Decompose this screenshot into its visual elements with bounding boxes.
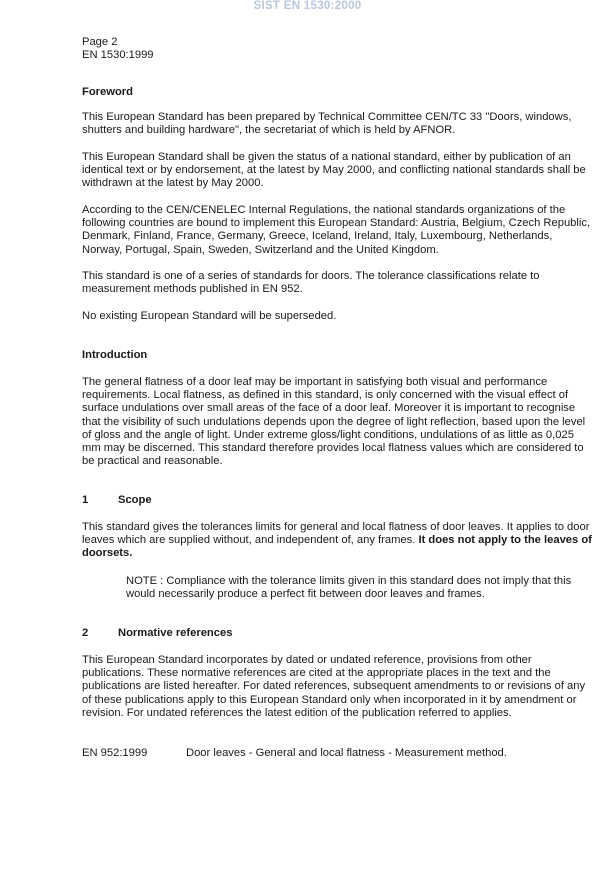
reference-code: EN 952:1999: [82, 747, 148, 759]
foreword-paragraph: No existing European Standard will be superseded.: [82, 310, 337, 322]
scope-heading: [82, 494, 592, 507]
introduction-heading: Introduction: [82, 349, 148, 361]
foreword-paragraph: According to the CEN/CENELEC Internal Regulations, the national standards organizations of the following countries are bound to implement this European Standard: Austria, Belgium, Czech Republic, Denmark, Finland, France, Germany, Greece, Iceland, Ireland, Italy, Luxembourg, Netherlands, Norway, Portugal, Spain, Sweden, Switzerland and the United Kingdom.: [82, 204, 591, 256]
scope-exclusion: It does not apply to the leaves of doorsets.: [82, 534, 592, 560]
section-title: Scope: [118, 494, 152, 506]
section-title: Normative references: [118, 627, 233, 639]
section-number: 1: [82, 494, 89, 506]
page-number: Page 2: [82, 36, 118, 48]
scope-text: This standard gives the tolerances limits for general and local flatness of door leaves. It applies to door leaves which are supplied without, and independent of, any frames.: [82, 521, 590, 547]
reference-entry: [82, 747, 592, 760]
scope-note: NOTE : Compliance with the tolerance limits given in this standard does not imply that this would necessarily produce a perfect fit between door leaves and frames.: [126, 575, 572, 601]
normative-paragraph: This European Standard incorporates by dated or undated reference, provisions from other publications. These normative references are cited at the appropriate places in the text and the publications are listed hereafter. For dated references, subsequent amendments to or revisions of any of these publications apply to this European Standard only when incorporated in it by amendment or revision. For undated references the latest edition of the publication referred to applies.: [82, 654, 586, 719]
section-number: 2: [82, 627, 89, 639]
scope-paragraph: [82, 521, 592, 561]
foreword-paragraph: This European Standard has been prepared by Technical Committee CEN/TC 33 "Doors, windows, shutters and building hardware", the secretariat of which is held by AFNOR.: [82, 111, 572, 137]
foreword-paragraph: This standard is one of a series of standards for doors. The tolerance classifications relate to measurement methods published in EN 952.: [82, 270, 540, 296]
watermark: SIST EN 1530:2000: [253, 0, 362, 12]
foreword-heading: Foreword: [82, 86, 133, 98]
normative-heading: [82, 627, 592, 640]
standard-id: EN 1530:1999: [82, 49, 154, 61]
foreword-paragraph: This European Standard shall be given the status of a national standard, either by publication of an identical text or by endorsement, at the latest by May 2000, and conflicting national standards shall be withdrawn at the latest by May 2000.: [82, 151, 586, 190]
reference-title: Door leaves - General and local flatness - Measurement method.: [186, 747, 507, 759]
introduction-paragraph: The general flatness of a door leaf may be important in satisfying both visual and performance requirements. Local flatness, as defined in this standard, is only concerned with the visual effect of surface undulations over small areas of the face of a door leaf. Moreover it is important to recognise that the visibility of such undulations depends upon the degree of light reflection, based upon the level of gloss and the angle of light. Under extreme gloss/light conditions, undulations of as little as 0,025 mm may be discerned. This standard therefore provides local flatness values which are considered to be practical and reasonable.: [82, 376, 586, 468]
